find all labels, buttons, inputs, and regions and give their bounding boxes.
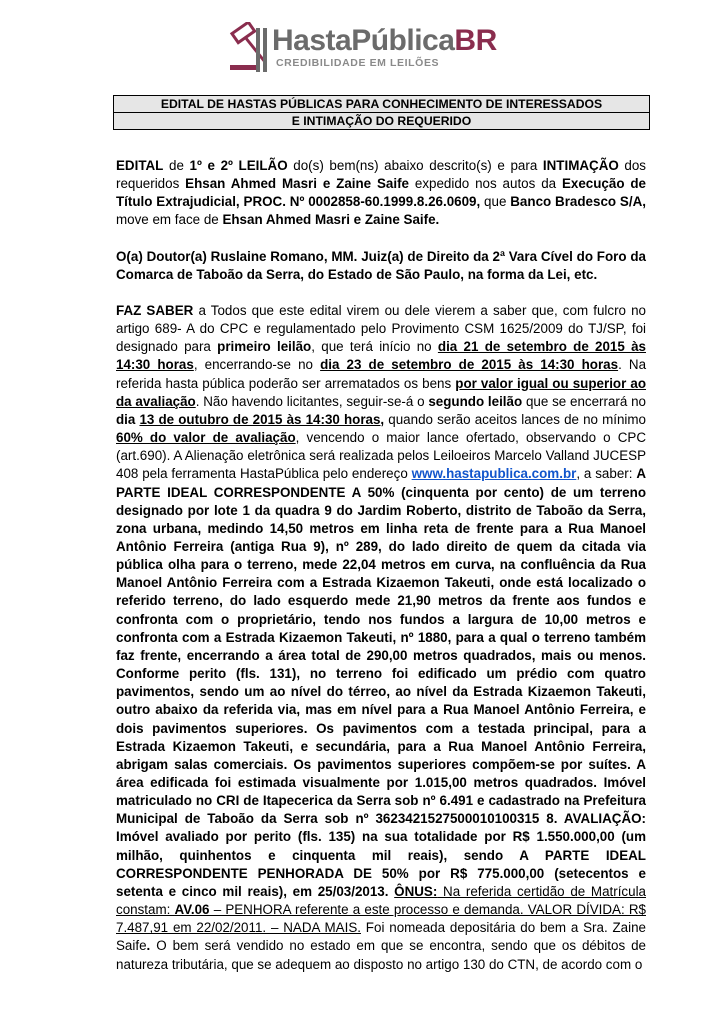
text-run: move em face de — [116, 212, 223, 228]
text-run: 1º e 2º LEILÃO — [189, 158, 288, 173]
text-run: a Todos que este edital virem ou dele vierem a saber que, com fulcro no artigo 689- A do CPC e regulamentado pelo Provimento CSM 1625/2009 do TJ/SP, foi designado para — [116, 302, 647, 355]
text-run: Ehsan Ahmed Masri e Zaine Saife. — [222, 212, 440, 228]
second-auction-end: 13 de outubro de 2015 às 14:30 horas, — [139, 411, 385, 427]
text-run: ÔNUS: — [394, 883, 438, 899]
text-run: dos requeridos — [116, 158, 647, 192]
logo-tagline: CREDIBILIDADE EM LEILÕES — [276, 57, 440, 69]
hastapublica-logo — [226, 22, 497, 74]
text-run: , encerrando-se no — [193, 357, 321, 373]
text-run: do(s) bem(ns) abaixo descrito(s) e para — [287, 158, 543, 173]
title-line-1: EDITAL DE HASTAS PÚBLICAS PARA CONHECIMENTO DE INTERESSADOS — [114, 96, 649, 112]
text-run: . Não havendo licitantes, seguir-se-á o — [195, 393, 429, 409]
first-auction-end: dia 23 de setembro de 2015 às 14:30 horas — [320, 357, 619, 373]
logo-name-accent: BR — [454, 24, 497, 57]
edital-body — [116, 157, 646, 974]
text-run: . Na referida hasta pública poderão ser arrematados os bens — [116, 357, 647, 391]
text-run: de — [163, 158, 190, 173]
text-run: que — [480, 194, 511, 210]
text-run: INTIMAÇÃO — [542, 158, 619, 173]
paragraph-faz-saber — [116, 302, 646, 974]
first-auction-start: dia 21 de setembro de 2015 às 14:30 horas — [116, 339, 646, 373]
text-run: Execução de Título Extrajudicial, PROC. Nº 0002858-60.1999.8.26.0609, — [116, 176, 646, 210]
text-run: primeiro leilão — [217, 339, 312, 355]
text-run: O(a) Doutor(a) Ruslaine Romano, MM. Juiz(a) de Direito da 2ª Vara Cível do Foro da Comarca de Taboão da Serra, do Estado de São Paulo, na forma da Lei, etc. — [116, 248, 646, 282]
text-run: – PENHORA referente a este processo e demanda. VALOR DÍVIDA: R$ 7.487,91 em 22/02/2011. – NADA MAIS. — [116, 902, 646, 936]
text-run: FAZ SABER — [116, 302, 194, 318]
text-run: expedido nos autos da — [409, 176, 562, 192]
text-run: Na referida certidão de Matrícula constam: — [116, 883, 646, 918]
gavel-icon — [226, 22, 274, 74]
text-run: Banco Bradesco S/A, — [510, 194, 646, 210]
text-run: quando serão aceitos lances de no mínimo — [384, 411, 647, 427]
text-run: dia — [116, 411, 140, 427]
hastapublica-link[interactable]: www.hastapublica.com.br — [411, 466, 577, 482]
logo-wordmark — [272, 26, 497, 56]
text-run: , a saber: — [576, 466, 637, 482]
text-run: O bem será vendido no estado em que se encontra, sendo que os débitos de natureza tributária, que se adequem ao disposto no artigo 130 do CTN, de acordo com o — [116, 938, 646, 972]
paragraph-intro — [116, 157, 646, 230]
text-run: EDITAL — [116, 158, 164, 173]
text-run: Ehsan Ahmed Masri e Zaine Saife — [185, 176, 409, 192]
text-run: AV.06 — [174, 902, 210, 918]
logo-name-main: HastaPública — [272, 24, 455, 57]
text-run: . — [146, 938, 151, 954]
text-run: que se encerrará no — [522, 393, 647, 409]
text-run: 60% do valor de avaliação — [116, 430, 296, 446]
title-line-2: E INTIMAÇÃO DO REQUERIDO — [114, 112, 649, 129]
edital-title-box — [113, 95, 650, 130]
text-run: , que terá início no — [311, 339, 438, 355]
text-run: , vencendo o maior lance ofertado, observando o CPC (art.690). A Alienação eletrônica será realizada pelos Leiloeiros Marcelo Valland JUCESP 408 pela ferramenta HastaPública pelo endereço — [116, 430, 646, 482]
paragraph-judge — [116, 248, 646, 284]
property-description: A PARTE IDEAL CORRESPONDENTE A 50% (cinquenta por cento) de um terreno designado por lote 1 da quadra 9 do Jardim Roberto, distrito de Taboão da Serra, zona urbana, medindo 14,50 metros em linha reta de frente para a Rua Manoel Antônio Ferreira (antiga Rua 9), nº 289, do lado direito de quem da citada via pública olha para o terreno, mede 22,04 metros em curva, na confluência da Rua Manoel Antônio Ferreira com a Estrada Kizaemon Takeuti, onde está localizado o referido terreno, do lado esquerdo mede 21,90 metros da frente aos fundos e confronta com o proprietário, tendo nos fundos a largura de 10,00 metros e confronta com a Estrada Kizaemon Takeuti, nº 1880, para a qual o terreno também faz frente, encerrando a área total de 290,00 metros quadrados, mais ou menos. Conforme perito (fls. 131), no terreno foi edificado um prédio com quatro pavimentos, sendo um ao nível do térreo, ao nível da Estrada Kizaemon Takeuti, outro abaixo da referida via, mas em nível para a Rua Manoel Antônio Ferreira, e dois pavimentos superiores. Os pavimentos com a testada principal, para a Estrada Kizaemon Takeuti, e secundária, para a Rua Manoel Antônio Ferreira, abrigam salas comerciais. Os pavimentos superiores compõem-se por suítes. A área edificada foi estimada visualmente por 1.015,00 metros quadrados. Imóvel matriculado no CRI de Itapecerica da Serra sob nº 6.491 e cadastrado na Prefeitura Municipal de Taboão da Serra sob nº 3623421527500010100315 8. AVALIAÇÃO: Imóvel avaliado por perito (fls. 135) na sua totalidade por R$ 1.550.000,00 (um milhão, quinhentos e cinquenta mil reais), sendo A PARTE IDEAL CORRESPONDENTE PENHORADA DE 50% por R$ 775.000,00 (setecentos e setenta e cinco mil reais), em 25/03/2013. — [116, 466, 646, 899]
text-run: Foi nomeada depositária do bem a Sra. Zaine Saife — [116, 920, 646, 954]
text-run: por valor igual ou superior ao da avaliação — [116, 375, 647, 409]
text-run: segundo leilão — [428, 393, 523, 409]
